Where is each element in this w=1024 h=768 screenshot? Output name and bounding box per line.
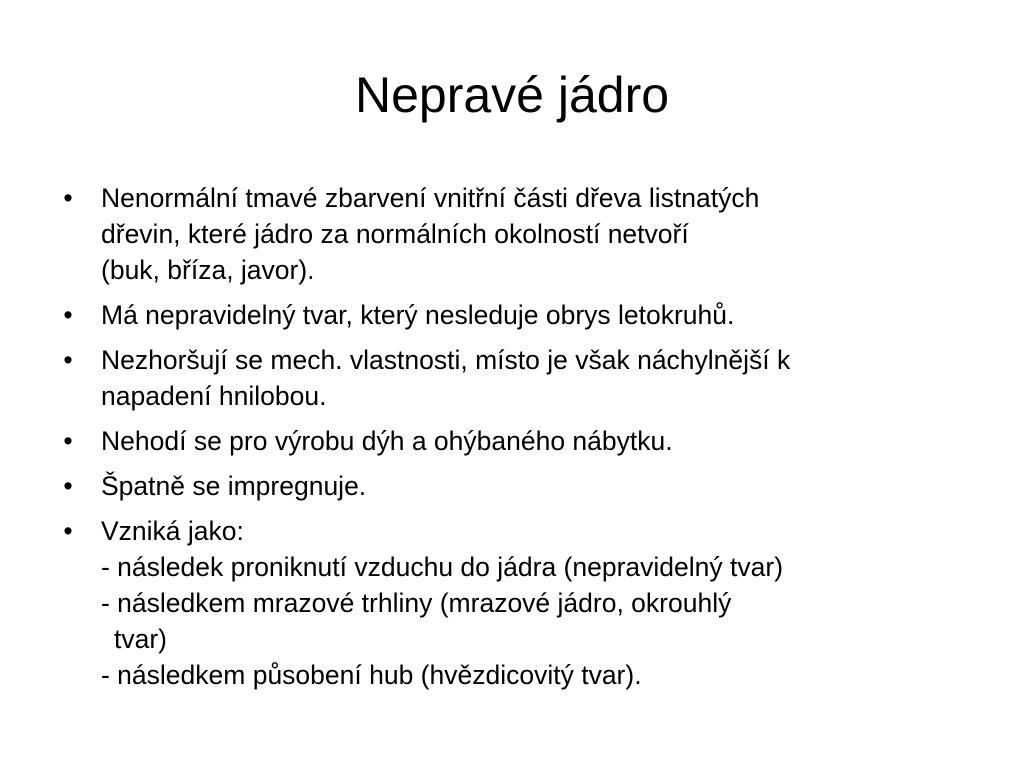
bullet-text-line: napadení hnilobou. <box>101 381 327 411</box>
bullet-icon: • <box>63 471 73 501</box>
bullet-text-line: Nenormální tmavé zbarvení vnitřní části dřeva listnatých <box>101 183 760 213</box>
bullet-text-line: - následkem mrazové trhliny (mrazové jádro, okrouhlý <box>101 588 732 618</box>
bullet-icon: • <box>63 516 73 546</box>
bullet-icon: • <box>63 300 73 330</box>
bullet-text-line: dřevin, které jádro za normálních okolností netvoří <box>101 219 689 249</box>
bullet-text-line: tvar) <box>114 624 167 654</box>
bullet-item <box>58 513 958 693</box>
bullet-icon: • <box>63 183 73 213</box>
bullet-item <box>58 180 958 288</box>
bullet-list <box>58 180 958 702</box>
bullet-icon: • <box>63 426 73 456</box>
bullet-text-line: Nezhoršují se mech. vlastnosti, místo je však náchylnější k <box>101 345 791 375</box>
bullet-item <box>58 468 958 504</box>
bullet-text-line: Má nepravidelný tvar, který nesleduje obrys letokruhů. <box>101 300 735 330</box>
bullet-icon: • <box>63 345 73 375</box>
slide-title: Nepravé jádro <box>354 67 670 123</box>
bullet-text-line: Vzniká jako: <box>101 516 244 546</box>
bullet-text-line: Špatně se impregnuje. <box>101 471 367 501</box>
bullet-text-line: - následek proniknutí vzduchu do jádra (nepravidelný tvar) <box>101 552 784 582</box>
bullet-text-line: Nehodí se pro výrobu dýh a ohýbaného nábytku. <box>101 426 673 456</box>
bullet-item <box>58 423 958 459</box>
bullet-text-line: (buk, bříza, javor). <box>101 255 315 285</box>
bullet-text-line: - následkem působení hub (hvězdicovitý tvar). <box>101 660 642 690</box>
bullet-item <box>58 297 958 333</box>
bullet-item <box>58 342 958 414</box>
